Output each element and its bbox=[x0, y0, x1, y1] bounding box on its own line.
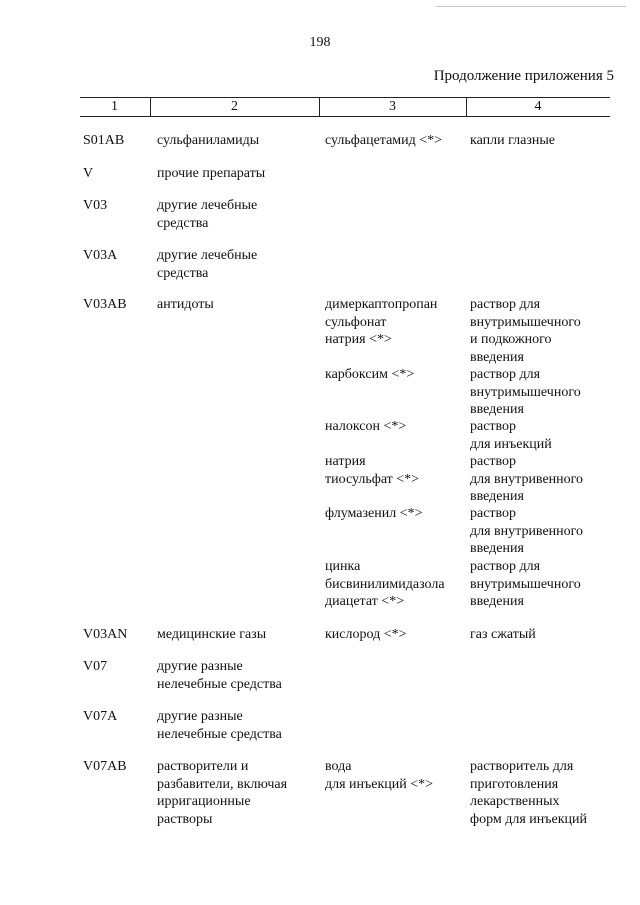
dosage-form-line: для внутривенного bbox=[470, 471, 584, 487]
header-col-2: 2 bbox=[231, 99, 238, 114]
page-number: 198 bbox=[309, 35, 331, 50]
dosage-form-line: введения bbox=[470, 402, 524, 417]
drug-name-line: димеркаптопропан bbox=[325, 297, 438, 312]
group-name-line: другие лечебные bbox=[157, 248, 258, 263]
continuation-label: Продолжение приложения 5 bbox=[433, 68, 614, 84]
group-name-line: ирригационные bbox=[157, 794, 251, 809]
drug-name-line: вода bbox=[325, 759, 352, 774]
drug-name bbox=[325, 505, 423, 523]
dosage-form-line: раствор bbox=[470, 419, 517, 434]
dosage-form-line: внутримышечного bbox=[470, 384, 581, 400]
group-name-line: прочие препараты bbox=[157, 166, 266, 181]
group-name-line: нелечебные средства bbox=[157, 676, 282, 692]
group-name bbox=[157, 296, 214, 314]
dosage-form-line: внутримышечного bbox=[470, 314, 581, 330]
drug-name bbox=[325, 626, 407, 644]
group-name bbox=[157, 197, 257, 232]
dosage-form-line: для внутривенного bbox=[470, 523, 584, 539]
dosage-form-line: внутримышечного bbox=[470, 576, 581, 592]
drug-name bbox=[325, 296, 437, 349]
dosage-form bbox=[470, 505, 583, 558]
dosage-form-line: введения bbox=[470, 349, 524, 365]
dosage-form bbox=[470, 758, 587, 828]
group-name bbox=[157, 708, 282, 743]
header-col-1: 1 bbox=[111, 99, 118, 114]
drug-name-line: цинка bbox=[325, 559, 361, 574]
drug-name-line: натрия bbox=[325, 454, 366, 469]
drug-name-line: налоксон <*> bbox=[325, 419, 407, 434]
drug-name-line: натрия <*> bbox=[325, 332, 392, 347]
group-name-line: растворы bbox=[157, 811, 213, 827]
atc-code: V07A bbox=[83, 709, 118, 724]
drug-name bbox=[325, 453, 419, 488]
dosage-form-line: для инъекций bbox=[470, 436, 552, 452]
dosage-form-line: раствор для bbox=[470, 367, 541, 382]
atc-code: V03 bbox=[83, 198, 108, 213]
dosage-form-line: форм для инъекций bbox=[470, 811, 587, 827]
group-name-line: другие разные bbox=[157, 709, 243, 724]
dosage-form-line: растворитель для bbox=[470, 759, 574, 774]
header-col-4: 4 bbox=[534, 99, 542, 114]
drug-name bbox=[325, 758, 433, 793]
dosage-form-line: приготовления bbox=[470, 776, 559, 792]
drug-name-line: для инъекций <*> bbox=[325, 776, 434, 792]
group-name bbox=[157, 165, 265, 183]
group-name-line: разбавители, включая bbox=[157, 776, 288, 792]
group-name-line: нелечебные средства bbox=[157, 726, 282, 742]
drug-name-line: тиосульфат <*> bbox=[325, 471, 420, 487]
dosage-form-line: раствор для bbox=[470, 297, 541, 312]
group-name bbox=[157, 132, 259, 150]
dosage-form-line: газ сжатый bbox=[470, 627, 536, 642]
drug-name-line: бисвинилимидазола bbox=[325, 576, 445, 592]
group-name-line: сульфаниламиды bbox=[157, 133, 260, 148]
group-name-line: средства bbox=[157, 215, 209, 231]
scan-edge-mark bbox=[436, 6, 626, 13]
drug-name-line: диацетат <*> bbox=[325, 594, 405, 609]
drug-name bbox=[325, 366, 414, 384]
group-name-line: другие разные bbox=[157, 659, 243, 674]
dosage-form-line: раствор bbox=[470, 454, 517, 469]
dosage-form bbox=[470, 626, 536, 644]
atc-code: V03AB bbox=[83, 297, 127, 312]
group-name-line: антидоты bbox=[157, 297, 214, 312]
group-name bbox=[157, 247, 257, 282]
group-name-line: растворители и bbox=[157, 759, 249, 774]
drug-name-line: флумазенил <*> bbox=[325, 506, 423, 521]
drug-name-line: сульфацетамид <*> bbox=[325, 133, 443, 148]
drug-name bbox=[325, 132, 442, 150]
dosage-form-line: раствор для bbox=[470, 559, 541, 574]
atc-code: V bbox=[83, 166, 94, 181]
drug-name-line: кислород <*> bbox=[325, 627, 407, 642]
atc-code: V03A bbox=[83, 248, 118, 263]
dosage-form bbox=[470, 453, 583, 506]
drug-name bbox=[325, 418, 406, 436]
header-col-3: 3 bbox=[389, 99, 396, 114]
drug-name bbox=[325, 558, 445, 611]
drug-name-line: сульфонат bbox=[325, 314, 387, 330]
dosage-form-line: лекарственных bbox=[470, 794, 560, 809]
group-name bbox=[157, 626, 266, 644]
group-name-line: средства bbox=[157, 265, 209, 281]
dosage-form bbox=[470, 132, 555, 150]
table-header bbox=[80, 97, 610, 117]
dosage-form-line: введения bbox=[470, 541, 524, 556]
dosage-form-line: и подкожного bbox=[470, 332, 552, 347]
group-name-line: медицинские газы bbox=[157, 627, 267, 642]
dosage-form bbox=[470, 296, 581, 366]
dosage-form bbox=[470, 558, 581, 611]
dosage-form bbox=[470, 366, 581, 419]
dosage-form-line: введения bbox=[470, 489, 524, 504]
group-name bbox=[157, 758, 287, 828]
dosage-form-line: раствор bbox=[470, 506, 517, 521]
dosage-form-line: капли глазные bbox=[470, 133, 555, 148]
atc-code: V03AN bbox=[83, 627, 128, 642]
atc-code: V07 bbox=[83, 659, 108, 674]
atc-code: V07AB bbox=[83, 759, 127, 774]
dosage-form bbox=[470, 418, 552, 453]
atc-code: S01AB bbox=[83, 133, 125, 148]
dosage-form-line: введения bbox=[470, 594, 524, 609]
group-name-line: другие лечебные bbox=[157, 198, 258, 213]
group-name bbox=[157, 658, 282, 693]
drug-name-line: карбоксим <*> bbox=[325, 367, 415, 382]
